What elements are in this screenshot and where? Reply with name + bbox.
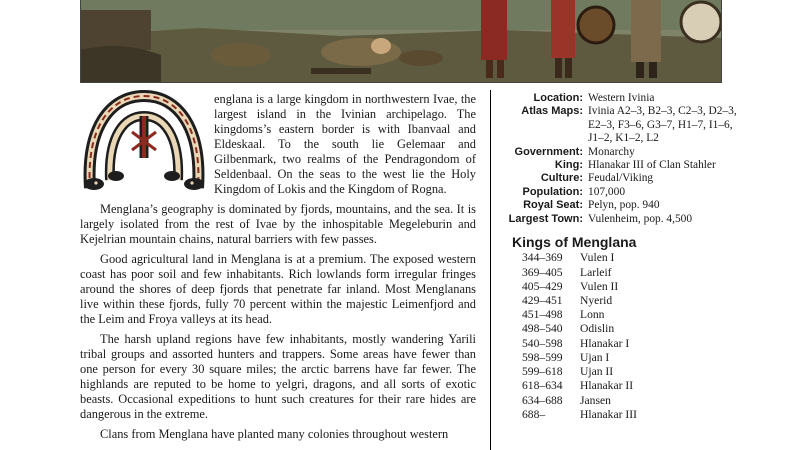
king-years: 405–429 xyxy=(522,279,563,293)
king-years: 498–540 xyxy=(522,322,563,336)
info-value: 107,000 xyxy=(588,185,626,198)
info-key: Population: xyxy=(522,185,583,198)
info-key: Atlas Maps: xyxy=(521,105,583,118)
article-paragraph-1 xyxy=(80,92,476,197)
king-years: 618–634 xyxy=(522,379,563,393)
king-years: 688– xyxy=(522,407,546,421)
king-row xyxy=(500,394,740,408)
king-name: Hlanakar III xyxy=(580,407,637,421)
king-row xyxy=(500,379,740,393)
king-name: Ujan II xyxy=(580,365,614,379)
king-name: Vulen II xyxy=(580,279,619,293)
column-divider xyxy=(490,90,491,450)
king-name: Larleif xyxy=(580,265,612,279)
king-row xyxy=(500,337,740,351)
info-row-population xyxy=(500,186,740,199)
king-years: 429–451 xyxy=(522,294,563,308)
info-value: Monarchy xyxy=(588,145,635,158)
king-row xyxy=(500,280,740,294)
battle-scene-illustration xyxy=(81,0,721,82)
info-value: Western Ivinia xyxy=(588,92,655,104)
king-years: 598–599 xyxy=(522,350,563,364)
knotwork-dropcap-m xyxy=(80,88,208,192)
king-row xyxy=(500,351,740,365)
king-row xyxy=(500,266,740,280)
article-text-1: englana is a large kingdom in northwestern Ivae, the largest island in the Ivinian archipelago. The kingdoms’s eastern border is with Ibanvaal and Eldeskaal. To the south lie Gelemaar and Gilbenmark, two realms of the Pendragondom of Seldenbaal. On the seas to the west lie the Holy Kingdom of Lokis and the Kingdom of Rogna. xyxy=(214,92,476,196)
king-name: Hlanakar II xyxy=(580,379,634,393)
illustration-banner xyxy=(80,0,722,83)
king-row xyxy=(500,294,740,308)
king-row xyxy=(500,308,740,322)
info-row-royal-seat xyxy=(500,199,740,212)
king-row xyxy=(500,365,740,379)
king-name: Lonn xyxy=(580,308,605,322)
kings-list xyxy=(500,251,740,421)
info-key: Royal Seat: xyxy=(523,199,583,212)
article-paragraph-2: Menglana’s geography is dominated by fjords, mountains, and the sea. It is largely isolated from the rest of Ivae by the inhospitable Megeleburin and Kejelrian mountain chains, natural barriers with few passes. xyxy=(80,202,476,246)
king-row xyxy=(500,251,740,265)
king-name: Nyerid xyxy=(580,294,613,308)
info-row-atlas-maps xyxy=(500,105,740,145)
kingdom-facts-sidebar xyxy=(500,92,740,422)
king-row xyxy=(500,322,740,336)
info-key: Culture: xyxy=(540,172,583,185)
king-years: 599–618 xyxy=(522,365,563,379)
info-row-largest-town xyxy=(500,213,740,226)
king-name: Hlanakar I xyxy=(580,336,630,350)
king-name: Ujan I xyxy=(580,350,610,364)
king-name: Odislin xyxy=(580,322,615,336)
article-body xyxy=(80,92,476,447)
king-name: Vulen I xyxy=(580,251,615,265)
info-row-government xyxy=(500,146,740,159)
info-value: Hlanakar III of Clan Stahler xyxy=(588,159,716,172)
king-name: Jansen xyxy=(580,393,611,407)
king-years: 634–688 xyxy=(522,393,563,407)
info-key: Location: xyxy=(533,92,583,104)
info-row-king xyxy=(500,159,740,172)
info-key: Largest Town: xyxy=(508,212,583,225)
info-row-location xyxy=(500,92,740,105)
info-row-culture xyxy=(500,172,740,185)
info-key: Government: xyxy=(514,145,583,158)
kings-heading: Kings of Menglana xyxy=(512,234,637,251)
article-paragraph-3: Good agricultural land in Menglana is at a premium. The exposed western coast has poor soil and few inhabitants. Rich lowlands form irregular fringes around the shores of deep fjords that penetrate far inland. Most Menglanans live within these fjords, fully 70 percent within the majestic Leimenfjord and the Leim and Froya valleys at its head. xyxy=(80,252,476,326)
info-value: Ivinia A2–3, B2–3, C2–3, D2–3, E2–3, F3–6, G3–7, H1–7, I1–6, J1–2, K1–2, L2 xyxy=(588,105,737,145)
king-row xyxy=(500,408,740,422)
king-years: 451–498 xyxy=(522,308,563,322)
king-years: 540–598 xyxy=(522,336,563,350)
info-value: Pelyn, pop. 940 xyxy=(588,199,660,212)
article-paragraph-5: Clans from Menglana have planted many colonies throughout western xyxy=(100,427,449,441)
info-value: Vulenheim, pop. 4,500 xyxy=(588,212,693,225)
king-years: 369–405 xyxy=(522,265,563,279)
king-years: 344–369 xyxy=(522,251,563,265)
info-value: Feudal/Viking xyxy=(588,172,654,185)
article-paragraph-4: The harsh upland regions have few inhabitants, mostly wandering Yarili tribal groups and assorted hunters and trappers. Some areas have fewer than one person for every 30 square miles; the arctic barrens have far fewer. The highlands are reputed to be home to yelgri, dragons, and all sorts of exotic beasts. Occasional expeditions to hunt such creatures for their rare hides are dangerous in the extreme. xyxy=(80,332,476,421)
info-key: King: xyxy=(554,159,583,172)
